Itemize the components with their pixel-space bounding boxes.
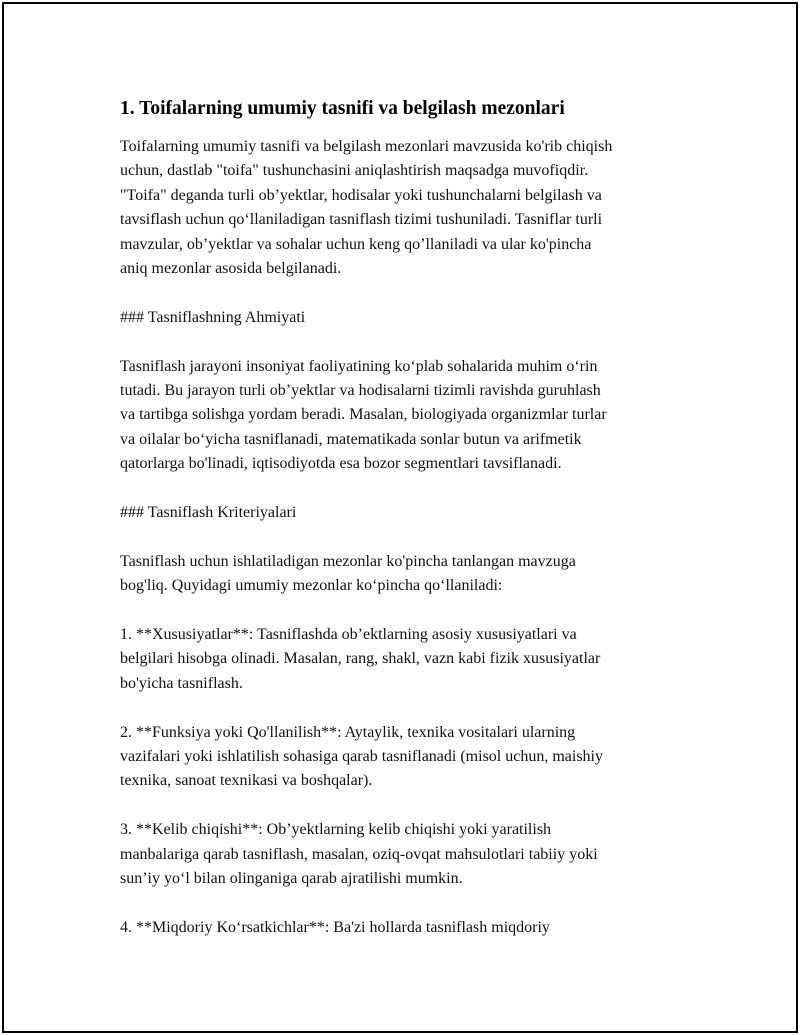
document-title: 1. Toifalarning umumiy tasnifi va belgilash mezonlari xyxy=(120,98,565,119)
section-heading-kriteriyalari: ### Tasniflash Kriteriyalari xyxy=(120,504,297,522)
page-frame xyxy=(2,2,798,1033)
list-item-xususiyatlar: 1. **Xususiyatlar**: Tasniflashda ob’ektlarning asosiy xususiyatlari va belgilari hisobga olinadi. Masalan, rang, shakl, vazn kabi fizik xususiyatlar bo'yicha tasniflash. xyxy=(120,626,601,692)
paragraph-gap xyxy=(120,696,696,720)
ahmiyati-paragraph: Tasniflash jarayoni insoniyat faoliyatining ko‘plab sohalarida muhim o‘rin tutadi. Bu jarayon turli ob’yektlar va hodisalarni tizimli ravishda guruhlash va tartibga solishga yordam beradi. Masalan, biologiyada organizmlar turlar va oilalar bo‘yicha tasniflanadi, matematikada sonlar butun va arifmetik qatorlarga bo'linadi, iqtisodiyotda esa bozor segmentlari tavsiflanadi. xyxy=(120,357,607,473)
paragraph-gap xyxy=(120,330,696,354)
paragraph-gap xyxy=(120,477,696,501)
paragraph-gap xyxy=(120,891,696,915)
section-heading-ahmiyati: ### Tasniflashning Ahmiyati xyxy=(120,308,306,326)
paragraph-gap xyxy=(120,794,696,818)
kriteriyalari-intro-paragraph: Tasniflash uchun ishlatiladigan mezonlar ko'pincha tanlangan mavzuga bog'liq. Quyidagi umumiy mezonlar ko‘pincha qo‘llaniladi: xyxy=(120,552,576,595)
document-body xyxy=(120,96,696,940)
list-item-funksiya: 2. **Funksiya yoki Qo'llanilish**: Aytaylik, texnika vositalari ularning vazifalari yoki ishlatilish sohasiga qarab tasniflanadi (misol uchun, maishiy texnika, sanoat texnikasi va boshqalar). xyxy=(120,723,603,790)
list-item-kelib-chiqishi: 3. **Kelib chiqishi**: Ob’yektlarning kelib chiqishi yoki yaratilish manbalariga qarab tasniflash, masalan, oziq-ovqat mahsulotlari tabiiy yoki sun’iy yo‘l bilan olinganiga qarab ajratilishi mumkin. xyxy=(120,821,598,888)
paragraph-gap xyxy=(120,599,696,623)
paragraph-gap xyxy=(120,281,696,305)
paragraph-gap xyxy=(120,525,696,549)
list-item-miqdoriy: 4. **Miqdoriy Ko‘rsatkichlar**: Ba'zi hollarda tasniflash miqdoriy xyxy=(120,918,550,936)
intro-paragraph: Toifalarning umumiy tasnifi va belgilash mezonlari mavzusida ko'rib chiqish uchun, dastlab "toifa" tushunchasini aniqlashtirish maqsadga muvofiqdir. "Toifa" deganda turli ob’yektlar, hodisalar yoki tushunchalarni belgilash va tavsiflash uchun qo‘llaniladigan tasniflash tizimi tushuniladi. Tasniflar turli mavzular, ob’yektlar va sohalar uchun keng qo’llaniladi va ular ko'pincha aniq mezonlar asosida belgilanadi. xyxy=(120,138,613,278)
